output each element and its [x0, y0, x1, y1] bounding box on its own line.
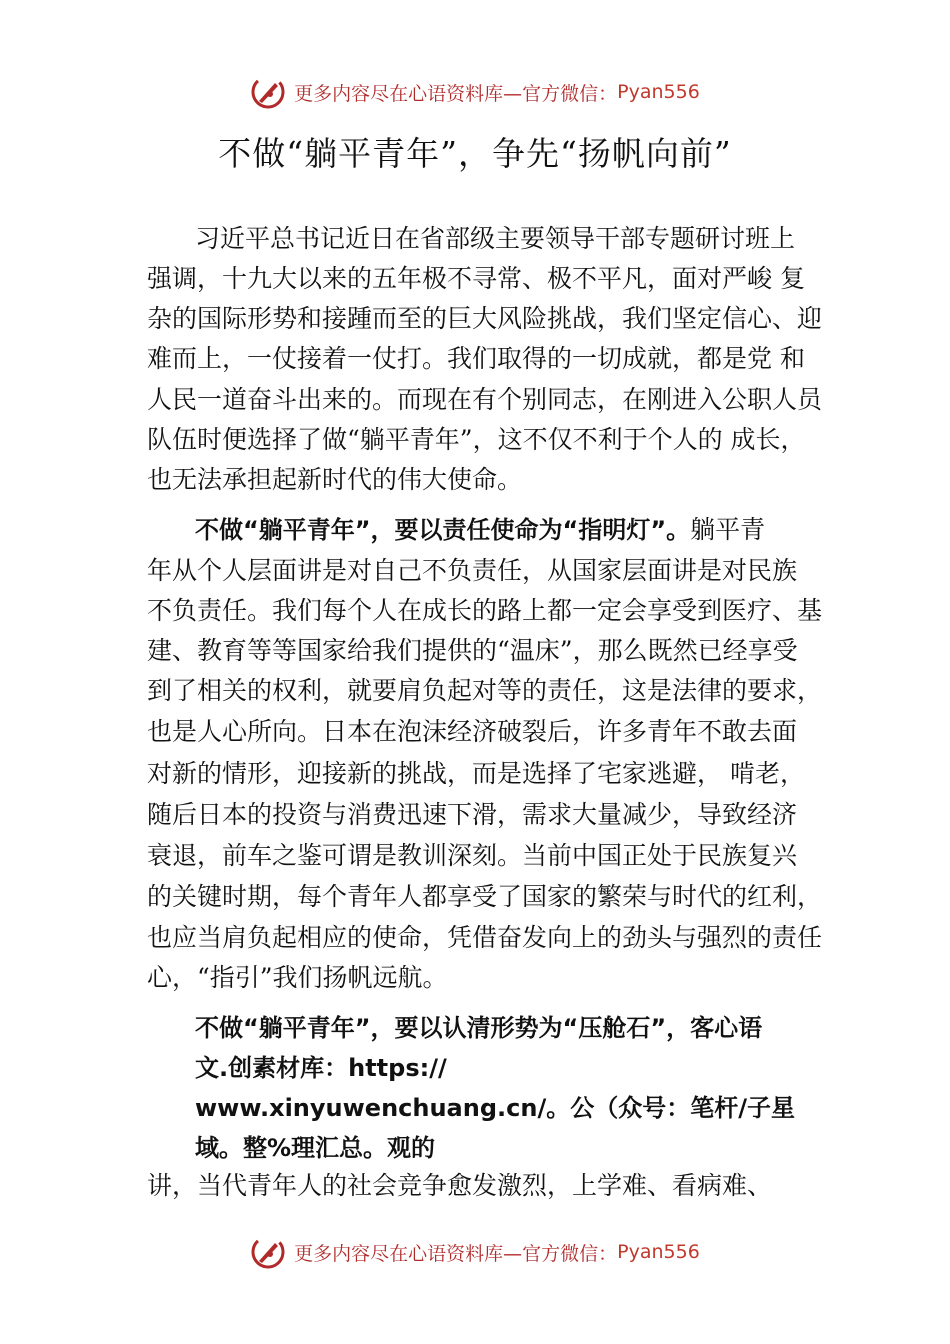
- section-heading-line: 域。整%理汇总。观的: [195, 1134, 436, 1162]
- brush-circle-logo-icon: [250, 74, 286, 110]
- text-line: 对新的情形，迎接新的挑战，而是选择了宅家逃避， 啃老，: [147, 759, 805, 788]
- text-line: 建、教育等等国家给我们提供的“温床”，那么既然已经享受: [147, 636, 798, 665]
- text-line: 习近平总书记近日在省部级主要领导干部专题研讨班上: [195, 224, 796, 253]
- section-heading-line: 文.创素材库：https://: [195, 1054, 447, 1082]
- section-heading-line: www.xinyuwenchuang.cn/。公（众号：笔杆/子星: [195, 1094, 795, 1122]
- watermark-footer: [0, 1232, 950, 1272]
- watermark-handle: Pyan556: [617, 1241, 700, 1263]
- section-heading: 不做“躺平青年”，要以责任使命为“指明灯”。: [195, 516, 691, 544]
- watermark-text: 更多内容尽在心语资料库—官方微信：: [294, 82, 618, 105]
- text-line: 难而上，一仗接着一仗打。我们取得的一切成就，都是党 和: [147, 344, 805, 373]
- text-line: 随后日本的投资与消费迅速下滑，需求大量减少，导致经济: [147, 800, 798, 829]
- text-line: 心，“指引”我们扬帆远航。: [147, 963, 448, 992]
- text-line: 衰退，前车之鉴可谓是教训深刻。当前中国正处于民族复兴: [147, 841, 798, 870]
- watermark-text: 更多内容尽在心语资料库—官方微信：: [294, 1242, 618, 1265]
- text-line: 也是人心所向。日本在泡沫经济破裂后，许多青年不敢去面: [147, 717, 798, 746]
- text-line: [195, 514, 765, 546]
- text-line: 的关键时期，每个青年人都享受了国家的繁荣与时代的红利，: [147, 882, 823, 911]
- text-line: 杂的国际形势和接踵而至的巨大风险挑战，我们坚定信心、迎: [147, 304, 823, 333]
- text-line: 人民一道奋斗出来的。而现在有个别同志，在刚进入公职人员: [147, 385, 823, 414]
- text-line: 也应当肩负起相应的使命，凭借奋发向上的劲头与强烈的责任: [147, 923, 823, 952]
- watermark-header: [0, 72, 950, 112]
- text-line: 到了相关的权利，就要肩负起对等的责任，这是法律的要求，: [147, 676, 823, 705]
- text-line: 也无法承担起新时代的伟大使命。: [147, 465, 523, 494]
- text-line: 讲，当代青年人的社会竞争愈发激烈，上学难、看病难、: [147, 1171, 773, 1200]
- watermark-handle: Pyan556: [617, 81, 700, 103]
- document-title: 不做“躺平青年”，争先“扬帆向前”: [218, 134, 732, 173]
- brush-circle-logo-icon: [250, 1234, 286, 1270]
- text-fragment: 躺平青: [690, 515, 766, 544]
- text-line: 年从个人层面讲是对自己不负责任，从国家层面讲是对民族: [147, 556, 798, 585]
- text-line: 不负责任。我们每个人在成长的路上都一定会享受到医疗、基: [147, 596, 823, 625]
- section-heading-line: 不做“躺平青年”，要以认清形势为“压舱石”，客心语: [195, 1014, 763, 1042]
- text-line: 队伍时便选择了做“躺平青年”，这不仅不利于个人的 成长，: [147, 425, 806, 454]
- text-line: 强调，十九大以来的五年极不寻常、极不平凡，面对严峻 复: [147, 264, 805, 293]
